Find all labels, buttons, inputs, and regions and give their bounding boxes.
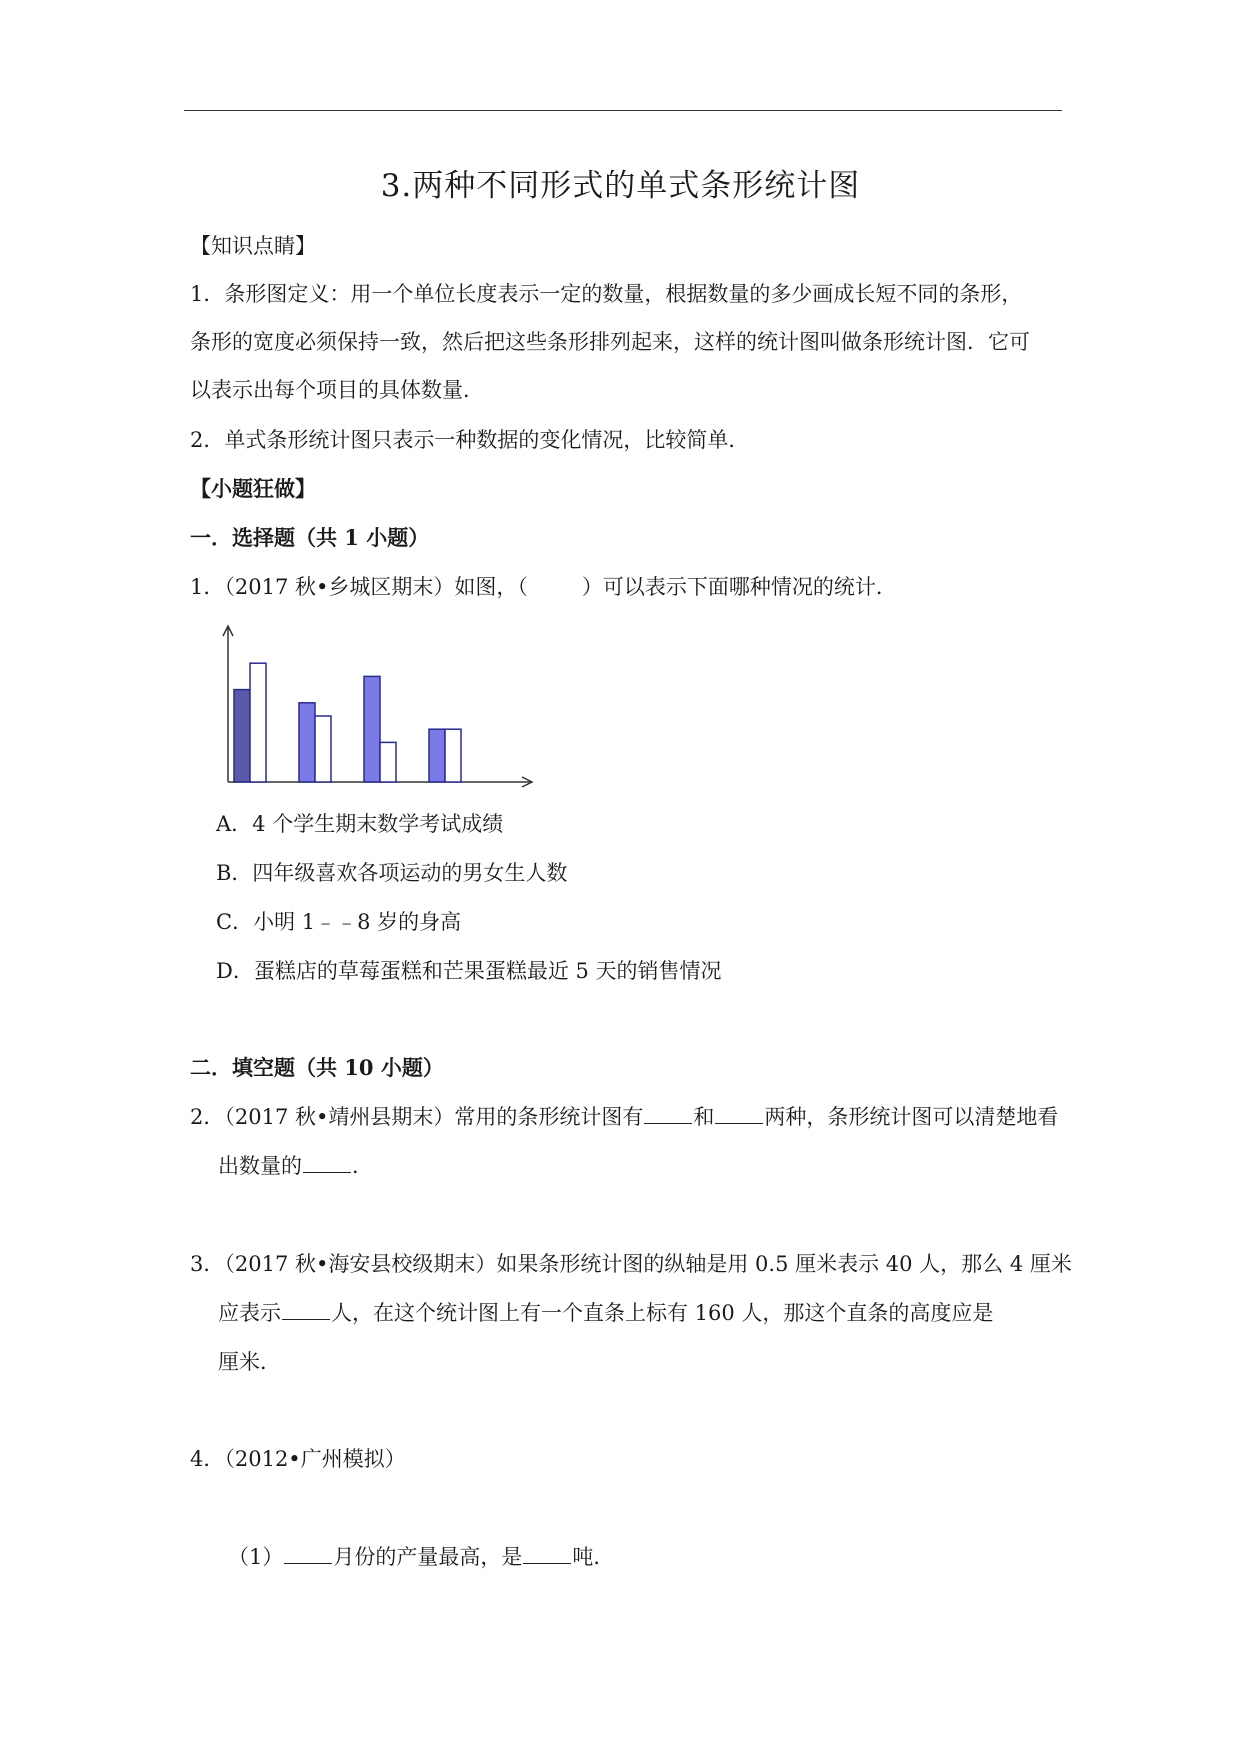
- q2-line2: [218, 1150, 373, 1180]
- knowledge-header: 【知识点睛】: [190, 234, 316, 258]
- knowledge-p2: 2．单式条形统计图只表示一种数据的变化情况，比较简单．: [190, 428, 750, 452]
- header-rule: [184, 110, 1062, 111]
- q2-text-e: ．: [352, 1154, 373, 1178]
- practice-header: 【小题狂做】: [190, 476, 316, 501]
- q2-line1: [190, 1101, 1058, 1131]
- bar-chart: [218, 620, 548, 800]
- q2-blank-1[interactable]: [644, 1107, 692, 1124]
- q3-line2: [218, 1297, 993, 1327]
- q1-option-a[interactable]: A．4 个学生期末数学考试成绩: [216, 812, 504, 836]
- q2-text-c: 两种，条形统计图可以清楚地看: [764, 1105, 1059, 1129]
- q3-text-c: 人，在这个统计图上有一个直条上标有 160 人，那这个直条的高度应是: [331, 1301, 994, 1325]
- bar-group4-series2: [445, 729, 461, 782]
- section2-header: 二．填空题（共 10 小题）: [190, 1055, 444, 1080]
- bar-group1-series2: [250, 663, 266, 782]
- q4-sub1: [228, 1541, 614, 1571]
- q1-option-c[interactable]: C．小明 1﹣﹣8 岁的身高: [216, 910, 462, 934]
- q2-blank-3[interactable]: [303, 1156, 351, 1173]
- section1-header: 一．选择题（共 1 小题）: [190, 525, 430, 550]
- q2-text-b: 和: [693, 1105, 715, 1129]
- q1-stem-prefix: 1．（2017 秋•乡城区期末）如图，（: [190, 575, 528, 599]
- q4-sub1-label: （1）: [228, 1545, 284, 1569]
- q3-line3: 厘米．: [218, 1350, 281, 1374]
- q3-text-b: 应表示: [218, 1301, 281, 1325]
- knowledge-p1-line3: 以表示出每个项目的具体数量．: [190, 378, 484, 402]
- bar-group2-series1: [299, 703, 315, 782]
- q4-sub1-text-c: 吨．: [572, 1545, 615, 1569]
- bar-group2-series2: [315, 716, 331, 782]
- q4-header: 4．（2012•广州模拟）: [190, 1447, 406, 1471]
- q4-blank-2[interactable]: [523, 1547, 571, 1564]
- bar-group3-series2: [380, 742, 396, 782]
- page-title: 3.两种不同形式的单式条形统计图: [380, 168, 861, 204]
- knowledge-p1-line2: 条形的宽度必须保持一致，然后把这些条形排列起来，这样的统计图叫做条形统计图．它可: [190, 330, 1030, 354]
- knowledge-p1-line1: 1．条形图定义：用一个单位长度表示一定的数量，根据数量的多少画成长短不同的条形，: [190, 282, 1023, 306]
- q1-stem: [190, 571, 897, 601]
- q3-line1: 3．（2017 秋•海安县校级期末）如果条形统计图的纵轴是用 0.5 厘米表示 40 人，那么 4 厘米: [190, 1252, 1072, 1276]
- q4-sub1-text-b: 月份的产量最高，是: [333, 1545, 523, 1569]
- bar-group4-series1: [429, 729, 445, 782]
- q1-stem-suffix: ）可以表示下面哪种情况的统计．: [581, 575, 897, 599]
- q2-text-a: 2．（2017 秋•靖州县期末）常用的条形统计图有: [190, 1105, 644, 1129]
- q1-option-b[interactable]: B．四年级喜欢各项运动的男女生人数: [216, 861, 568, 885]
- q1-option-d[interactable]: D．蛋糕店的草莓蛋糕和芒果蛋糕最近 5 天的销售情况: [216, 959, 722, 983]
- bar-group3-series1: [364, 676, 380, 782]
- bar-group1-series1: [234, 690, 250, 782]
- q2-text-d: 出数量的: [218, 1154, 302, 1178]
- q3-blank-1[interactable]: [282, 1303, 330, 1320]
- q2-blank-2[interactable]: [715, 1107, 763, 1124]
- q4-blank-1[interactable]: [284, 1547, 332, 1564]
